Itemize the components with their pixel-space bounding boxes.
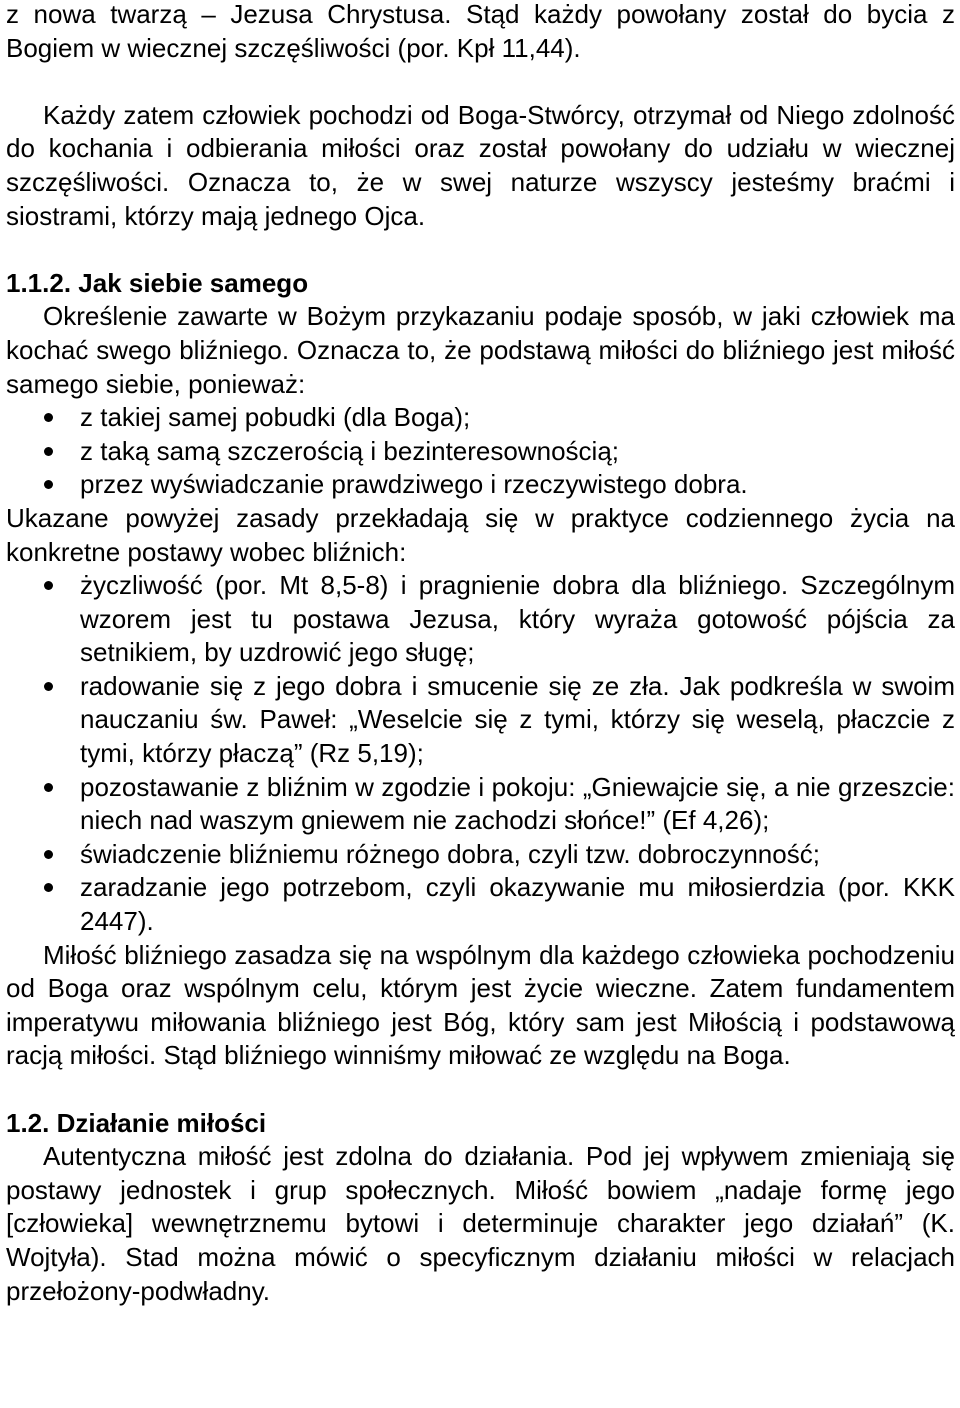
- paragraph-principles: Ukazane powyżej zasady przekładają się w praktyce codziennego życia na konkretne postawy wobec bliźnich:: [6, 502, 955, 567]
- list-item: [6, 871, 955, 938]
- paragraph-commandment: Określenie zawarte w Bożym przykazaniu podaje sposób, w jaki człowiek ma kochać swego bliźniego. Oznacza to, że podstawą miłości do bliźniego jest miłość samego siebie, ponieważ:: [6, 301, 955, 399]
- bullet-list-attitudes: [6, 569, 955, 939]
- paragraph-neighbor-love: Miłość bliźniego zasadza się na wspólnym dla każdego człowieka pochodzeniu od Boga oraz wspólnym celu, którym jest życie wieczne. Zatem fundamentem imperatywu miłowania bliźniego jest Bóg, który sam jest Miłością i podstawową racją miłości. Stąd bliźniego winniśmy miłować ze względu na Boga.: [6, 939, 955, 1071]
- bullet-icon: [44, 783, 53, 792]
- list-item: [6, 569, 955, 670]
- paragraph-intro: z nowa twarzą – Jezusa Chrystusa. Stąd każdy powołany został do bycia z Bogiem w wiecznej szczęśliwości (por. Kpł 11,44).: [6, 0, 955, 63]
- list-item-text: pozostawanie z bliźnim w zgodzie i pokoju: „Gniewajcie się, a nie grzeszcie: niech nad waszym gniewem nie zachodzi słońce!” (Ef 4,26);: [80, 771, 955, 836]
- list-item: [6, 670, 955, 771]
- bullet-icon: [44, 581, 53, 590]
- section-heading-1-1-2: 1.1.2. Jak siebie samego: [6, 267, 309, 298]
- document-page: [6, 0, 955, 1308]
- paragraph-action-of-love: Autentyczna miłość jest zdolna do działania. Pod jej wpływem zmieniają się postawy jednostek i grup społecznych. Miłość bowiem „nadaje formę jego [człowieka] wewnętrznemu bytowi i determinuje charakter jego działań” (K. Wojtyła). Stad można mówić o specyficznym działaniu miłości w relacjach przełożony-podwładny.: [6, 1141, 955, 1306]
- bullet-icon: [44, 480, 53, 489]
- list-item-text: przez wyświadczanie prawdziwego i rzeczywistego dobra.: [80, 469, 748, 500]
- bullet-icon: [44, 447, 53, 456]
- paragraph-creation: Każdy zatem człowiek pochodzi od Boga-Stwórcy, otrzymał od Niego zdolność do kochania i odbierania miłości oraz został powołany do udziału w wiecznej szczęśliwości. Oznacza to, że w swej naturze wszyscy jesteśmy braćmi i siostrami, którzy mają jednego Ojca.: [6, 99, 955, 231]
- spacer: [6, 1073, 955, 1107]
- bullet-icon: [44, 850, 53, 859]
- bullet-icon: [44, 883, 53, 892]
- list-item-text: zaradzanie jego potrzebom, czyli okazywanie mu miłosierdzia (por. KKK 2447).: [80, 872, 955, 937]
- list-item: [6, 771, 955, 838]
- list-item: [6, 435, 955, 469]
- list-item-text: radowanie się z jego dobra i smucenie się ze zła. Jak podkreśla w swoim nauczaniu św. Paweł: „Weselcie się z tymi, którzy się weselą, płaczcie z tymi, którzy płaczą” (Rz 5,19);: [80, 670, 955, 769]
- section-heading-1-2: 1.2. Działanie miłości: [6, 1107, 267, 1138]
- list-item: [6, 838, 955, 872]
- list-item-text: świadczenie bliźniemu różnego dobra, czyli tzw. dobroczynność;: [80, 838, 820, 869]
- spacer: [6, 233, 955, 267]
- bullet-list-reasons: [6, 401, 955, 502]
- bullet-icon: [44, 682, 53, 691]
- list-item: [6, 468, 955, 502]
- bullet-icon: [44, 413, 53, 422]
- list-item-text: życzliwość (por. Mt 8,5-8) i pragnienie dobra dla bliźniego. Szczególnym wzorem jest tu postawa Jezusa, który wyraża gotowość pójścia za setnikiem, by uzdrowić jego sługę;: [80, 570, 955, 668]
- list-item-text: z takiej samej pobudki (dla Boga);: [80, 402, 471, 433]
- list-item: [6, 401, 955, 435]
- list-item-text: z taką samą szczerością i bezinteresownością;: [80, 435, 620, 466]
- spacer: [6, 65, 955, 99]
